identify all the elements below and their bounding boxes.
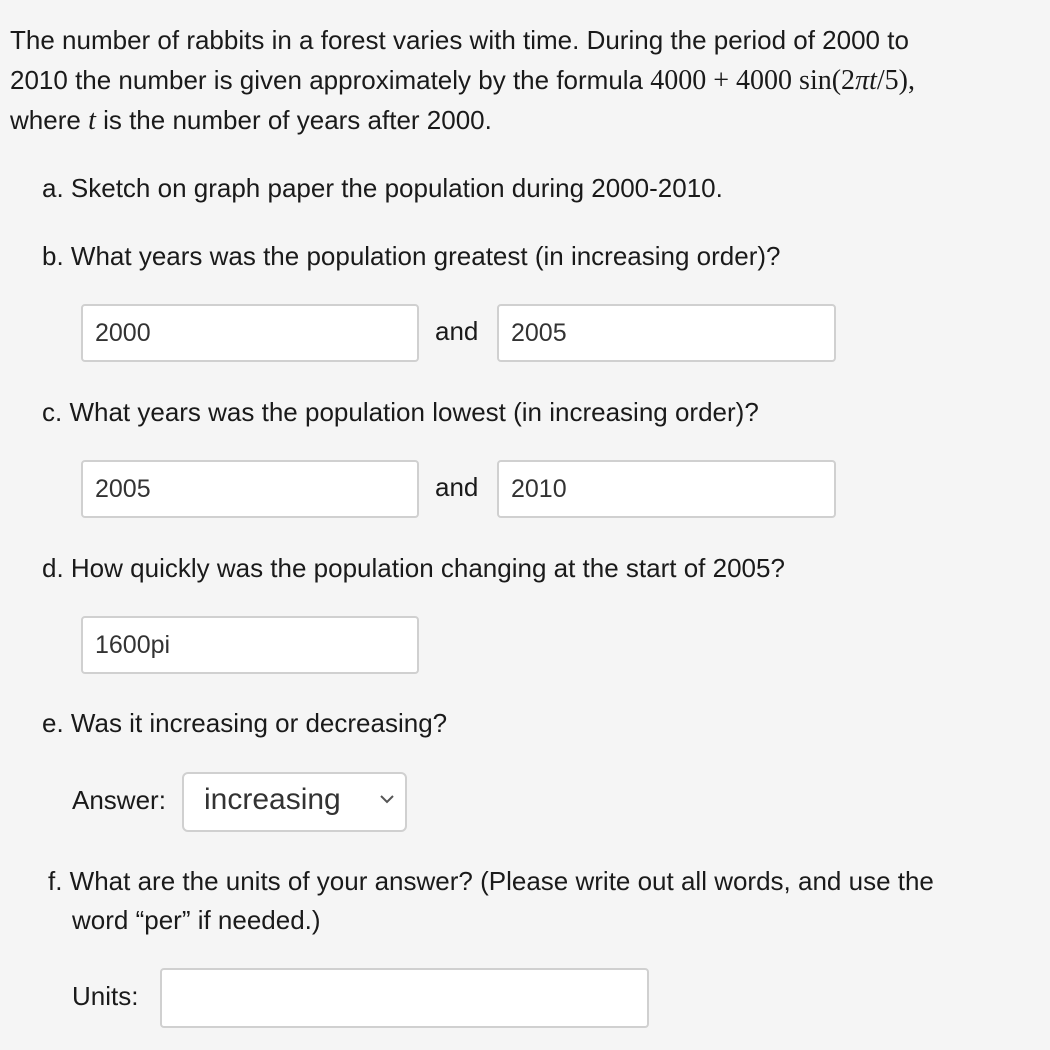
intro-line-3-suffix: is the number of years after 2000. <box>103 105 492 135</box>
formula-rest: /5), <box>876 65 915 96</box>
formula-term-a: 4000 <box>650 65 707 96</box>
intro-line-2 <box>10 60 915 101</box>
part-d-question: d. How quickly was the population changing at the start of 2005? <box>42 553 785 583</box>
intro-line-3-prefix: where <box>10 105 81 135</box>
formula-plus: + <box>713 65 730 96</box>
formula-term-b: 4000 <box>736 65 793 96</box>
part-a-question: a. Sketch on graph paper the population during 2000-2010. <box>42 173 723 203</box>
intro-line-2-text: 2010 the number is given approximately by the formula <box>10 65 644 95</box>
part-f-question-line-2: word “per” if needed.) <box>72 905 321 935</box>
intro-line-3 <box>10 100 492 141</box>
formula-open: (2 <box>831 65 856 96</box>
part-c-year-1-input[interactable] <box>81 460 419 518</box>
part-b-question: b. What years was the population greatest (in increasing order)? <box>42 241 781 271</box>
formula-t: t <box>869 65 877 96</box>
part-c-and-label: and <box>435 472 479 502</box>
part-e-answer-label: Answer: <box>72 785 166 815</box>
formula-sin: sin <box>799 65 832 96</box>
part-c-year-2-input[interactable] <box>497 460 836 518</box>
part-f-question-line-1: f. What are the units of your answer? (Please write out all words, and use the <box>48 866 934 896</box>
part-e-answer-select[interactable] <box>182 772 407 832</box>
part-d-rate-input[interactable] <box>81 616 419 674</box>
part-b-year-1-input[interactable] <box>81 304 419 362</box>
part-f-units-label: Units: <box>72 981 139 1011</box>
part-b-and-label: and <box>435 316 479 346</box>
part-f-units-input[interactable] <box>160 968 649 1028</box>
part-b-year-2-input[interactable] <box>497 304 836 362</box>
formula <box>650 65 915 96</box>
variable-t: t <box>88 105 96 136</box>
part-e-question: e. Was it increasing or decreasing? <box>42 708 448 738</box>
chevron-down-icon <box>379 794 395 804</box>
formula-pi: π <box>855 65 870 96</box>
part-c-question: c. What years was the population lowest (in increasing order)? <box>42 397 759 427</box>
part-e-selected-value: increasing <box>204 783 341 816</box>
intro-line-1: The number of rabbits in a forest varies with time. During the period of 2000 to <box>10 25 909 55</box>
